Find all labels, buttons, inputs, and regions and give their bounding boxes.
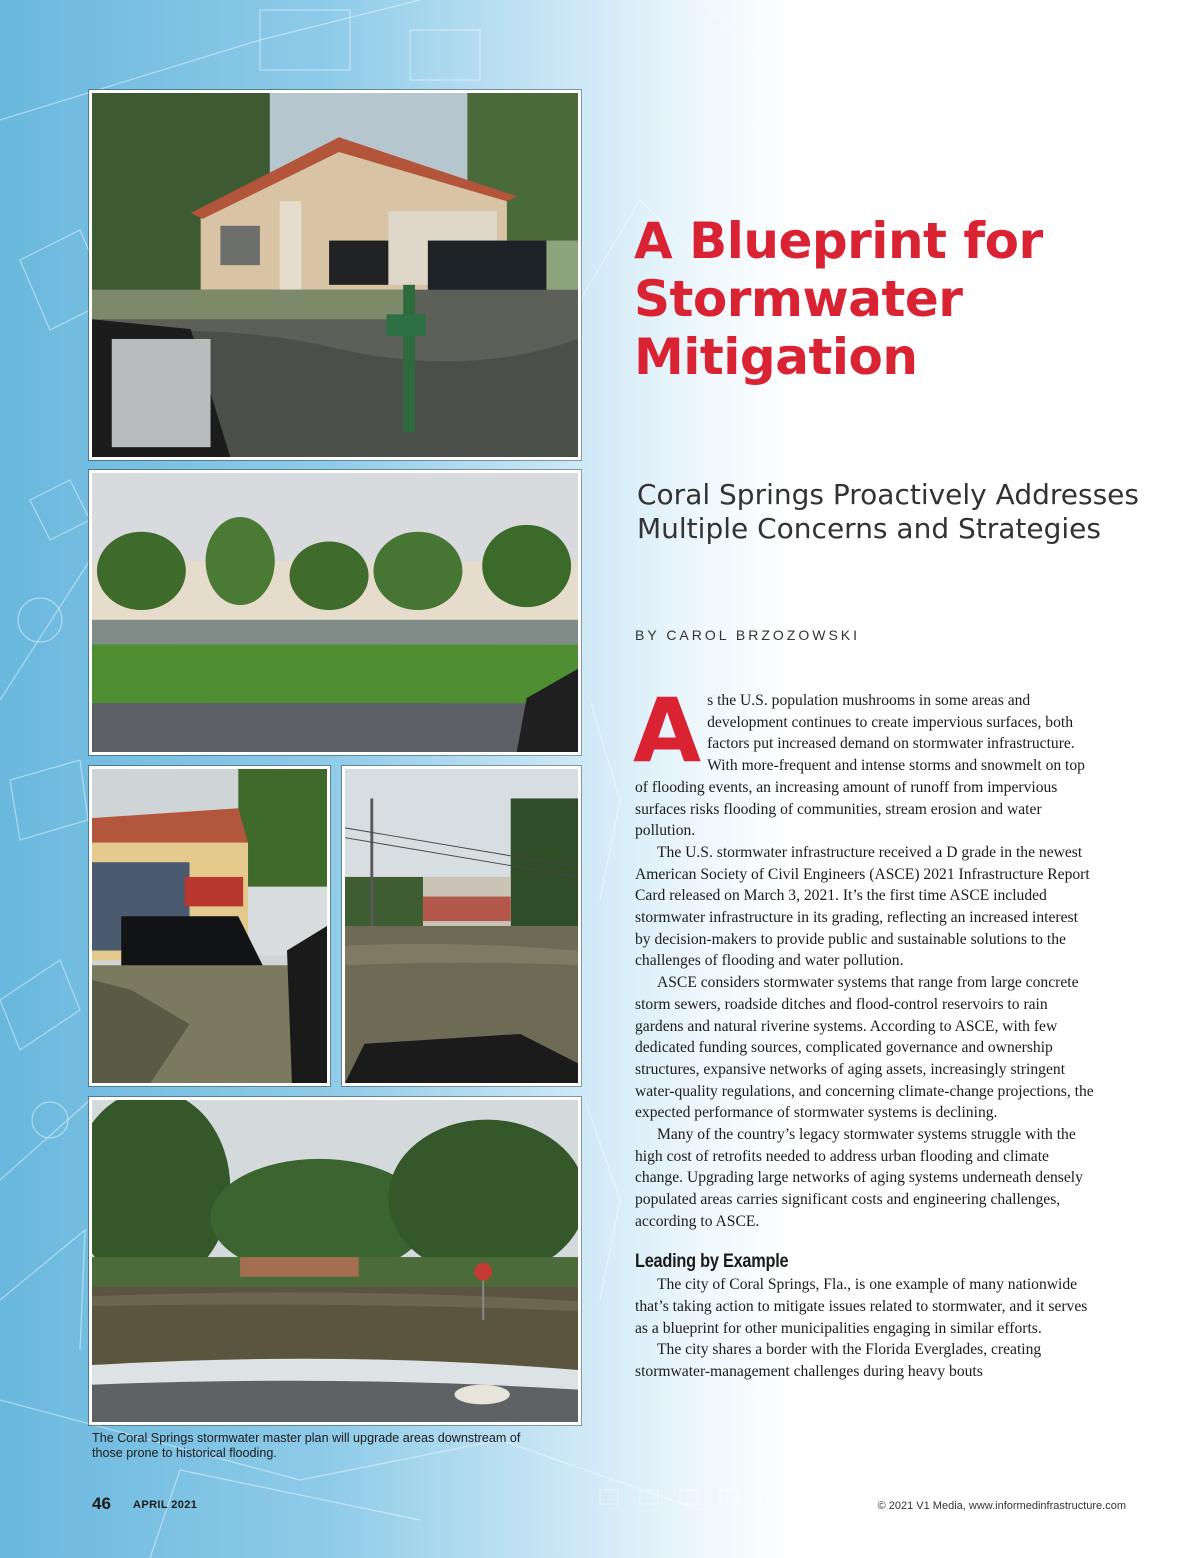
section-heading: Leading by Example <box>635 1250 789 1272</box>
body-paragraph: The city of Coral Springs, Fla., is one example of many nationwide that’s taking action to mitigate issues related to stormwater, and it serves as a blueprint for other municipalities engaging in similar efforts. <box>635 1276 1088 1337</box>
body-paragraph: The city shares a border with the Florida Everglades, creating stormwater-management challenges during heavy bouts <box>635 1341 1042 1381</box>
paragraph-text: s the U.S. population mushrooms in some areas and development continues to create impervious surfaces, both factors put increased demand on stormwater infrastructure. With more-frequent and intense storms and snowmelt on top of flooding events, an increasing amount of runoff from impervious surfaces risks flooding of communities, stream erosion and water pollution. <box>635 692 1085 840</box>
flooded-intersection-photo <box>89 1097 581 1425</box>
drop-cap: A <box>633 679 702 782</box>
flooded-house-photo <box>89 90 581 460</box>
body-paragraph: Many of the country’s legacy stormwater systems struggle with the high cost of retrofits needed to address urban flooding and climate change. Upgrading large networks of aging systems underneath densely populated areas carries significant costs and engineering challenges, according to ASCE. <box>635 1126 1083 1230</box>
copyright-notice: © 2021 V1 Media, www.informedinfrastructure.com <box>877 1500 1126 1512</box>
article-subtitle: Coral Springs Proactively Addresses Multiple Concerns and Strategies <box>637 478 1139 545</box>
flooded-driveway-cars-photo <box>89 766 330 1086</box>
flooded-roadside-photo <box>89 470 581 755</box>
body-paragraph <box>633 679 1097 842</box>
body-paragraph: ASCE considers stormwater systems that range from large concrete storm sewers, roadside ditches and flood-control reservoirs to rain gardens and natural riverine systems. According to ASCE, with few dedicated funding sources, complicated governance and ownership structures, expansive networks of aging assets, increasingly stringent water-quality regulations, and concerning climate-change projections, the expected performance of stormwater systems is declining. <box>635 974 1094 1122</box>
flooded-street-photo <box>342 766 581 1086</box>
byline: BY CAROL BRZOZOWSKI <box>635 627 861 643</box>
issue-date: APRIL 2021 <box>133 1499 198 1511</box>
photo-caption: The Coral Springs stormwater master plan will upgrade areas downstream of those prone to historical flooding. <box>92 1431 521 1460</box>
article-title: A Blueprint for Stormwater Mitigation <box>634 212 1043 386</box>
page-number: 46 <box>92 1494 111 1513</box>
article-body <box>633 679 1097 1383</box>
body-paragraph: The U.S. stormwater infrastructure received a D grade in the newest American Society of Civil Engineers (ASCE) 2021 Infrastructure Report Card released on March 3, 2021. It’s the first time ASCE included stormwater infrastructure in its grading, reflecting an increased interest by decision-makers to provide public and sustainable solutions to the challenges of flooding and water pollution. <box>635 843 1090 970</box>
